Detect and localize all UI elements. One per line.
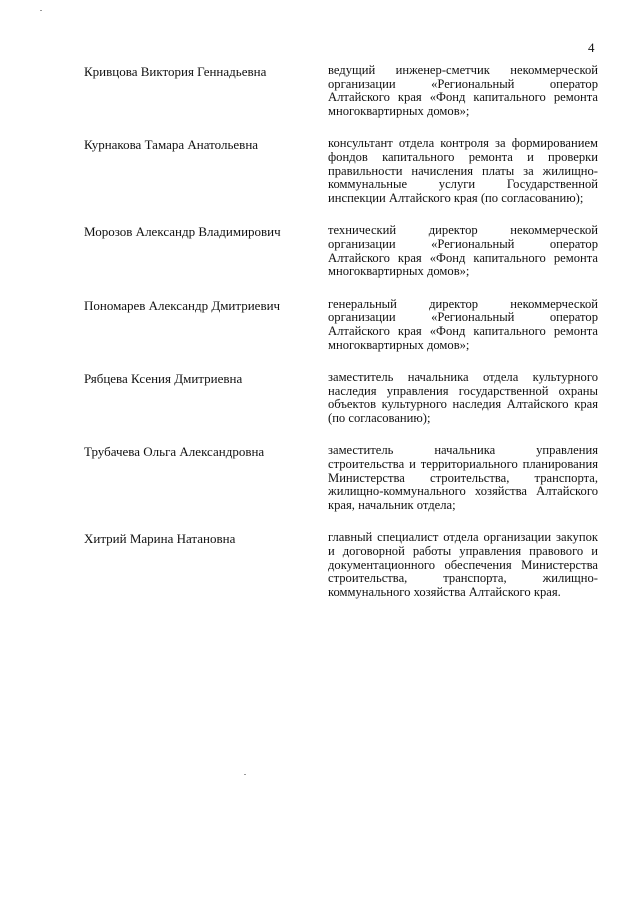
member-name: Пономарев Александр Дмитриевич (84, 297, 281, 313)
member-name: Хитрий Марина Натановна (84, 531, 236, 547)
member-name: Трубачева Ольга Александровна (84, 444, 265, 460)
scan-speck (244, 774, 246, 775)
member-name: Курнакова Тамара Анатольевна (84, 137, 259, 153)
commission-members-list (0, 64, 640, 618)
member-name: Рябцева Ксения Дмитриевна (84, 371, 243, 387)
page-number: 4 (588, 40, 595, 55)
member-row (0, 224, 640, 278)
member-row (0, 64, 640, 118)
member-position: генеральный директор некоммерческой организации «Региональный оператор Алтайского края «Фонд капитального ремонта многоквартирных домов»; (328, 296, 598, 352)
member-name: Морозов Александр Владимирович (84, 224, 281, 240)
member-position: главный специалист отдела организации закупок и договорной работы управления правового и документационного обеспечения Министерства строительства, транспорта, жилищно-коммунального хозяйства Алтайского края. (328, 530, 598, 599)
member-row (0, 444, 640, 512)
member-position: технический директор некоммерческой организации «Региональный оператор Алтайского края «Фонд капитального ремонта многоквартирных домов»; (328, 223, 598, 279)
member-row (0, 531, 640, 599)
member-position: заместитель начальника управления строительства и территориального планирования Министерства строительства, транспорта, жилищно-коммунального хозяйства Алтайского края, начальник отдела; (328, 443, 598, 512)
member-name: Кривцова Виктория Геннадьевна (84, 64, 267, 79)
member-position: ведущий инженер-сметчик некоммерческой организации «Региональный оператор Алтайского края «Фонд капитального ремонта многоквартирных домов»; (328, 63, 598, 118)
member-position: консультант отдела контроля за формированием фондов капитального ремонта и проверки правильности начисления платы за жилищно-коммунальные услуги Государственной инспекции Алтайского края (по согласованию); (328, 136, 598, 205)
scan-speck (40, 10, 42, 11)
member-position: заместитель начальника отдела культурного наследия управления государственной охраны объектов культурного наследия Алтайского края (по согласованию); (328, 370, 598, 425)
member-row (0, 298, 640, 352)
member-row (0, 371, 640, 425)
member-row (0, 137, 640, 205)
